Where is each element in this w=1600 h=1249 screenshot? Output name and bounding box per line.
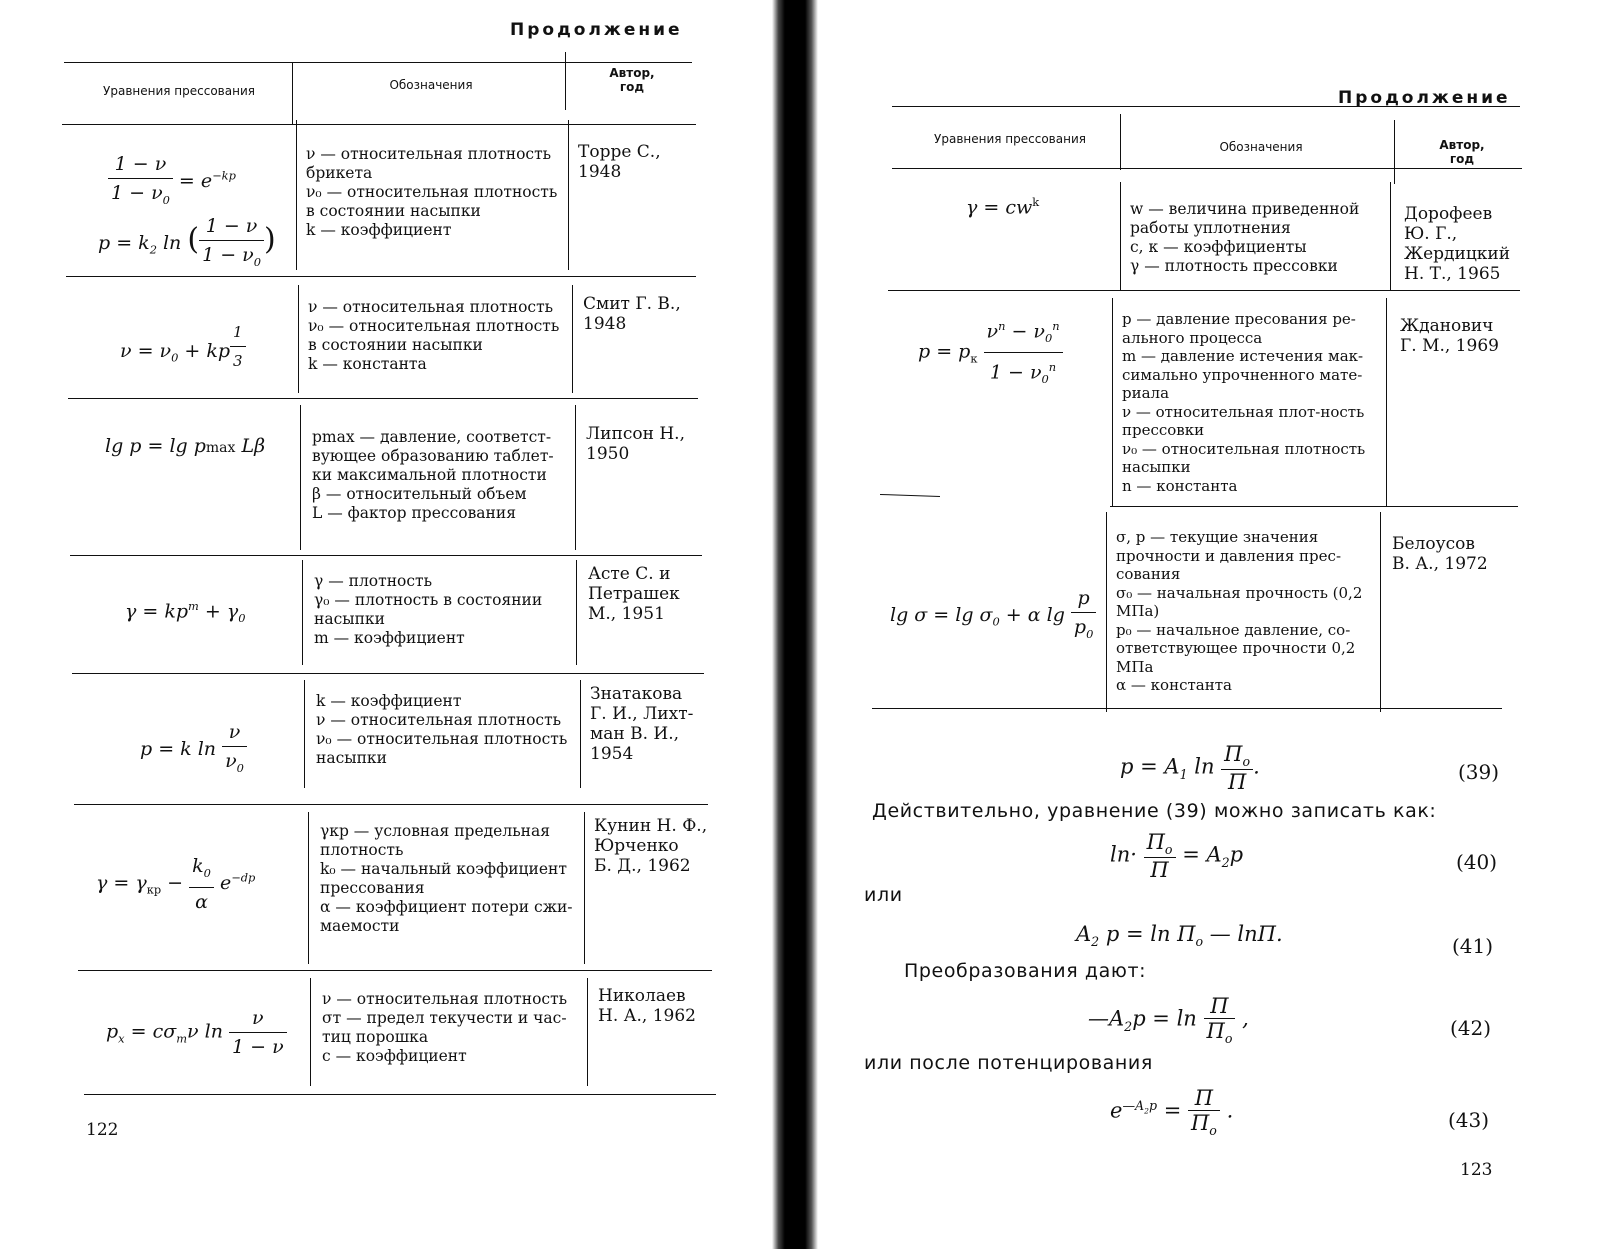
row-rule xyxy=(1110,506,1518,507)
equation-42: $—A_2p = \ln$ $\frac{\Pi}{\Pi_о}$ , xyxy=(1088,994,1249,1047)
column-divider xyxy=(568,120,569,270)
equation-number-40: (40) xyxy=(1456,850,1498,874)
header-author: Автор, год xyxy=(609,66,655,94)
equation-r-row-1: $\gamma = cw^k$ xyxy=(966,195,1040,219)
page-number-right: 123 xyxy=(1460,1160,1493,1180)
column-divider xyxy=(587,978,588,1086)
column-divider xyxy=(296,120,297,270)
notes-row-6: γкр — условная предельная плотность k₀ — начальный коэффициент прессования α — коэффициент потери сжи-маемости xyxy=(320,822,573,935)
continuation-label: Продолжение xyxy=(1338,88,1511,108)
header-equations: Уравнения прессования xyxy=(934,132,1086,146)
table-bottom-rule xyxy=(872,708,1502,709)
row-rule xyxy=(70,555,702,556)
header-divider xyxy=(565,52,566,110)
notes-row-3: pmax — давление, соответст-вующее образованию таблет-ки максимальной плотности β — относительный объем L — фактор прессования xyxy=(312,428,554,522)
equation-number-41: (41) xyxy=(1452,934,1494,958)
column-divider xyxy=(304,680,305,788)
continuation-label: Продолжение xyxy=(510,20,683,40)
author-row-7: Николаев Н. А., 1962 xyxy=(598,986,696,1026)
author-row-3: Липсон Н., 1950 xyxy=(586,424,685,464)
text-or-2: или после потенцирования xyxy=(864,1052,1153,1074)
header-divider xyxy=(1394,120,1395,184)
header-divider xyxy=(292,62,293,124)
author-row-2: Смит Г. В., 1948 xyxy=(583,294,681,334)
author-r-row-3: Белоусов В. А., 1972 xyxy=(1392,534,1488,574)
equation-row-5: p = k ln $\frac{\nu}{\nu_0}$ xyxy=(140,718,247,782)
paragraph-1: Действительно, уравнение (39) можно записать как: xyxy=(872,800,1437,822)
notes-row-1: ν — относительная плотность брикета ν₀ — относительная плотность в состоянии насыпки k — коэффициент xyxy=(306,145,558,239)
equation-row-7: $p_x = c\sigma_т\nu$ ln $\frac{\nu}{1 - \nu}$ xyxy=(106,1004,287,1061)
notes-row-2: ν — относительная плотность ν₀ — относительная плотность в состоянии насыпки k — константа xyxy=(308,298,560,373)
row-rule xyxy=(68,398,698,399)
book-spine-shadow xyxy=(772,0,818,1249)
author-r-row-2: Жданович Г. М., 1969 xyxy=(1400,316,1499,356)
notes-row-4: γ — плотность γ₀ — плотность в состоянии насыпки m — коэффициент xyxy=(314,572,543,647)
notes-r-row-2: p — давление пресования ре-ального процесса m — давление истечения мак-симально упрочненного мате-риала ν — относительная плот-ность прессовки ν₀ — относительная плотность насыпки n — константа xyxy=(1122,310,1366,495)
author-row-5: Знатакова Г. И., Лихт- ман В. И., 1954 xyxy=(590,684,694,764)
header-bottom-rule xyxy=(892,168,1522,169)
equation-number-43: (43) xyxy=(1448,1108,1490,1132)
column-divider xyxy=(298,285,299,393)
equation-r-row-2: $p = p_к$ $\frac{\nu^n - \nu_0^n}{1 - \nu_0^n}$ xyxy=(918,312,1063,393)
author-row-4: Асте С. и Петрашек М., 1951 xyxy=(588,564,680,624)
column-divider xyxy=(575,405,576,550)
notes-r-row-3: σ, p — текущие значения прочности и давления прес-сования σ₀ — начальная прочность (0,2 МПа) p₀ — начальное давление, со-ответствующее прочности 0,2 МПа α — константа xyxy=(1116,528,1363,694)
column-divider xyxy=(1390,182,1391,290)
table-bottom-rule xyxy=(84,1094,716,1095)
header-divider xyxy=(1120,114,1121,170)
table-top-rule xyxy=(64,62,692,63)
header-equations: Уравнения прессования xyxy=(103,84,255,98)
equation-39: $p = A_1$ ln $\frac{\Pi_о}{\Pi}$ . xyxy=(1120,742,1260,795)
column-divider xyxy=(1386,298,1387,506)
author-r-row-1: Дорофеев Ю. Г., Жердицкий Н. Т., 1965 xyxy=(1404,204,1511,284)
row-rule xyxy=(72,673,704,674)
equation-r-row-3: $\lg \sigma = \lg \sigma_0 + \alpha$ lg $\frac{p}{p_0}$ xyxy=(890,584,1096,648)
table-top-rule xyxy=(892,106,1520,107)
paragraph-2: Преобразования дают: xyxy=(904,960,1147,982)
equation-row-1a: $\frac{1 - \nu}{1 - \nu_0}$ = $e^{-kp}$ xyxy=(108,150,236,214)
row-rule xyxy=(78,970,712,971)
equation-row-4: $\gamma = kp^m + \gamma_0$ xyxy=(125,599,246,626)
equation-number-39: (39) xyxy=(1458,760,1500,784)
column-divider xyxy=(300,405,301,550)
equation-43: $e^{—A_2p}$ = $\frac{\Pi}{\Pi_о}$ . xyxy=(1110,1086,1234,1139)
equation-40: ln· $\frac{\Pi_о}{\Pi}$ = $A_2p$ xyxy=(1110,830,1244,883)
column-divider xyxy=(576,560,577,665)
row-rule xyxy=(888,290,1520,291)
page-number-left: 122 xyxy=(86,1120,119,1140)
stray-mark xyxy=(880,494,940,497)
right-page xyxy=(820,0,1600,1249)
notes-r-row-1: w — величина приведенной работы уплотнения с, к — коэффициенты γ — плотность прессовки xyxy=(1130,200,1360,275)
notes-row-5: k — коэффициент ν — относительная плотность ν₀ — относительная плотность насыпки xyxy=(316,692,568,767)
equation-41: $A_2$ $p = \ln \Pi_о$ — lnΠ. xyxy=(1076,922,1283,950)
column-divider xyxy=(1106,512,1107,712)
column-divider xyxy=(1380,512,1381,712)
equation-row-3: lg p = lg pmax Lβ xyxy=(105,435,266,457)
column-divider xyxy=(580,680,581,788)
column-divider xyxy=(1112,298,1113,506)
column-divider xyxy=(308,812,309,964)
column-divider xyxy=(1120,182,1121,290)
row-rule xyxy=(74,804,708,805)
notes-row-7: ν — относительная плотность σт — предел текучести и час-тиц порошка c — коэффициент xyxy=(322,990,568,1065)
left-page xyxy=(0,0,770,1249)
header-designations: Обозначения xyxy=(389,78,473,92)
equation-row-1b: $p = k_2$ ln ( $\frac{1 - \nu}{1 - \nu_0}$ ) xyxy=(98,212,276,276)
column-divider xyxy=(302,560,303,665)
equation-row-2: $\nu = \nu_0$ + kp $^{\frac{1}{3}}$ xyxy=(120,318,246,375)
row-rule xyxy=(66,276,696,277)
equation-row-6: $\gamma = \gamma_{кр}$ − $\frac{k_0}{\alpha}$ $e^{-dp}$ xyxy=(96,852,255,916)
column-divider xyxy=(584,812,585,964)
equation-number-42: (42) xyxy=(1450,1016,1492,1040)
header-author: Автор, год xyxy=(1439,138,1485,166)
text-or-1: или xyxy=(864,884,903,906)
column-divider xyxy=(310,978,311,1086)
header-designations: Обозначения xyxy=(1219,140,1303,154)
header-bottom-rule xyxy=(62,124,696,125)
author-row-1: Торре С., 1948 xyxy=(578,142,661,182)
column-divider xyxy=(572,285,573,393)
author-row-6: Кунин Н. Ф., Юрченко Б. Д., 1962 xyxy=(594,816,708,876)
